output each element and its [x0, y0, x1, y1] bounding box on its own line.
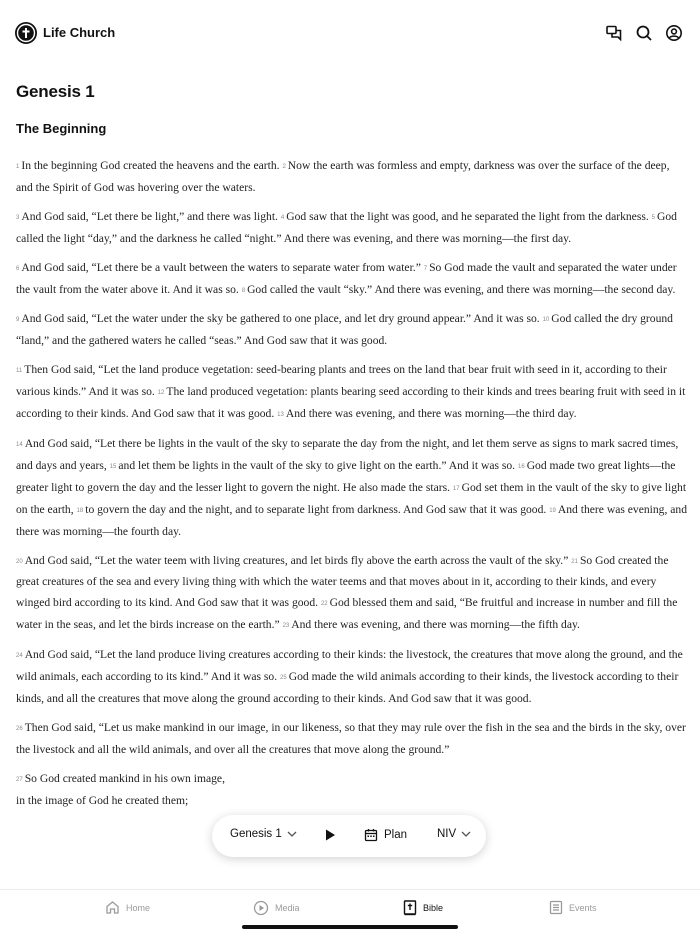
- profile-icon[interactable]: [665, 24, 683, 42]
- verse[interactable]: [77, 503, 547, 516]
- verse-paragraph: [16, 258, 688, 302]
- tab-bible-label: Bible: [423, 903, 444, 913]
- verse-text-content: Now the earth was formless and empty, darkness was over the surface of the deep, and the Spirit of God was hovering over the waters.: [16, 159, 670, 194]
- verse-number: 26: [16, 725, 23, 732]
- verse-text-content: The land produced vegetation: plants bearing seed according to their kinds and trees bearing fruit with seed in it according to their kinds. And God saw that it was good.: [16, 385, 686, 421]
- verse-paragraph: [16, 360, 688, 426]
- verse-text-content: God made two great lights—the greater light to govern the day and the lesser light to govern the night. He also made the stars.: [16, 458, 676, 494]
- verse-number: 2: [282, 164, 286, 170]
- section-heading: The Beginning: [16, 121, 107, 136]
- verse-text-content: So God made the vault and separated the water under the vault from the water above it. And it was so.: [16, 260, 677, 296]
- verse-text-content: In the beginning God created the heavens and the earth.: [21, 159, 280, 172]
- verse-text-content: to govern the day and the night, and to separate light from darkness. And God saw that it was good.: [85, 502, 547, 516]
- verse-text-content: God called the light “day,” and the darkness he called “night.” And there was evening, and there was morning—the first day.: [16, 209, 677, 245]
- verse-text-content: in the image of God he created them;: [16, 793, 189, 807]
- plan-button[interactable]: [364, 828, 407, 842]
- verse-number: 13: [277, 412, 284, 419]
- verse-number: 9: [16, 317, 20, 324]
- verse-number: 14: [16, 441, 23, 448]
- verse[interactable]: [16, 312, 540, 325]
- verse-text-content: And God said, “Let there be lights in the vault of the sky to separate the day from the night, and let them serve as signs to mark sacred times, and days and years,: [16, 436, 679, 472]
- reader-control-bar: [212, 815, 486, 857]
- tab-events[interactable]: [549, 900, 597, 915]
- calendar-list-icon: [549, 900, 563, 915]
- tab-home-label: Home: [126, 902, 151, 913]
- verse-number: 12: [157, 390, 165, 397]
- verse-number: 5: [651, 214, 655, 221]
- verse[interactable]: [16, 261, 421, 274]
- verse-paragraph: [16, 718, 688, 761]
- verse-paragraph: [16, 645, 688, 710]
- verse-number: 11: [16, 368, 23, 375]
- verse-number: 19: [549, 507, 556, 514]
- poetry-line[interactable]: [16, 791, 688, 812]
- verse-text-content: God blessed them and said, “Be fruitful and increase in number and fill the water in the seas, and let the birds increase on the earth.”: [16, 596, 678, 632]
- verse-text-content: And there was evening, and there was morning—the fifth day.: [291, 618, 580, 632]
- chapter-title: Genesis 1: [16, 82, 95, 101]
- chapter-selector-label: Genesis 1: [230, 828, 282, 840]
- verse[interactable]: [16, 554, 568, 567]
- play-icon: [323, 828, 337, 842]
- plan-button-label: Plan: [384, 829, 408, 841]
- verse-text-content: And there was evening, and there was morning—the third day.: [285, 407, 577, 421]
- home-indicator: [242, 925, 458, 929]
- verse-number: 1: [16, 164, 20, 170]
- tab-home[interactable]: [105, 900, 150, 915]
- verse-number: 23: [282, 623, 290, 630]
- chevron-down-icon: [287, 828, 297, 840]
- verse-text-content: And God said, “Let the water under the sky be gathered to one place, and let dry ground appear.” And it was so.: [21, 312, 540, 326]
- top-bar: [0, 0, 700, 66]
- verse[interactable]: [242, 283, 676, 296]
- verse-text-content: God made the wild animals according to their kinds, the livestock according to their kinds, and all the creatures that move along the ground according to their kinds. And God saw that it was good.: [16, 670, 679, 705]
- verse-text-content: God called the dry ground “land,” and the gathered waters he called “seas.” And God saw that it was good.: [16, 312, 673, 348]
- verse-number: 15: [109, 463, 117, 470]
- tab-events-label: Events: [569, 902, 597, 913]
- verse-text-content: God called the vault “sky.” And there was evening, and there was morning—the second day.: [247, 282, 676, 296]
- version-selector[interactable]: [437, 828, 471, 840]
- verse-text-content: And God said, “Let there be a vault between the waters to separate water from water.”: [21, 260, 421, 274]
- verse-paragraph: [16, 309, 688, 352]
- tab-media[interactable]: [253, 900, 300, 916]
- verse-number: 17: [452, 485, 460, 492]
- verse-text-content: So God created the great creatures of the sea and every living thing with which the water teems and that moves about in it, according to their kinds, and every winged bird according to its kind. And God saw that it was good.: [16, 553, 669, 610]
- verse-paragraph: [16, 156, 688, 199]
- verse-number: 20: [16, 558, 23, 565]
- home-icon: [105, 900, 120, 915]
- verse-number: 8: [241, 287, 246, 294]
- verse-text-content: And God said, “Let the land produce living creatures according to their kinds: the livestock, the creatures that move along the ground, and the wild animals, each according to its kind.” And it was so.: [16, 648, 683, 684]
- verse-number: 21: [571, 558, 578, 565]
- verse-text-content: and let them be lights in the vault of the sky to give light on the earth.” And it was so.: [118, 458, 516, 472]
- verse-paragraph: [16, 551, 688, 638]
- verse-number: 18: [76, 507, 84, 514]
- verse-paragraph: [16, 434, 688, 543]
- verse[interactable]: [281, 210, 649, 223]
- verse-text-content: God saw that the light was good, and he separated the light from the darkness.: [286, 209, 649, 223]
- search-icon[interactable]: [635, 24, 653, 42]
- play-circle-icon: [253, 900, 269, 916]
- church-logo-icon[interactable]: [15, 22, 37, 44]
- verse[interactable]: [277, 407, 576, 420]
- verse[interactable]: [16, 159, 280, 172]
- verse-text-content: So God created mankind in his own image,: [24, 771, 225, 785]
- version-selector-label: NIV: [437, 828, 457, 840]
- chapter-selector[interactable]: [230, 828, 297, 840]
- brand-name[interactable]: Life Church: [43, 25, 116, 40]
- verse[interactable]: [16, 210, 278, 223]
- verse-text-content: Then God said, “Let us make mankind in our image, in our likeness, so that they may rule over the fish in the sea and the birds in the sky, over the livestock and all the wild animals, and over all the creatures that move along the ground.”: [16, 720, 686, 756]
- verse-number: 22: [320, 601, 328, 608]
- verse-text-content: And God said, “Let the water teem with living creatures, and let birds fly above the earth across the vault of the sky.”: [24, 553, 569, 567]
- verse-number: 6: [16, 265, 20, 272]
- calendar-icon: [364, 828, 378, 842]
- verse-number: 7: [423, 265, 428, 272]
- verse-text-content: God set them in the vault of the sky to give light on the earth,: [16, 480, 687, 516]
- tab-media-label: Media: [275, 903, 300, 913]
- tab-bible[interactable]: [403, 900, 443, 916]
- verse-number: 27: [16, 776, 23, 783]
- bible-icon: [403, 900, 417, 916]
- verse-number: 25: [280, 675, 287, 682]
- verse-number: 16: [518, 463, 525, 470]
- verse-number: 10: [542, 317, 550, 324]
- verse-number: 4: [280, 214, 285, 221]
- verse[interactable]: [16, 721, 686, 756]
- verse-paragraph: [16, 207, 688, 250]
- chat-icon[interactable]: [605, 24, 623, 42]
- verse-text-content: Then God said, “Let the land produce vegetation: seed-bearing plants and trees on the land that bear fruit with seed in it, according to their various kinds.” And it was so.: [16, 363, 667, 399]
- play-button[interactable]: [323, 828, 337, 842]
- chevron-down-icon: [461, 828, 471, 840]
- verse-number: 24: [16, 653, 23, 660]
- verse-text: [16, 156, 688, 811]
- verse-number: 3: [16, 214, 20, 221]
- verse-text-content: And there was evening, and there was morning—the fourth day.: [16, 502, 687, 538]
- verse[interactable]: [283, 618, 580, 631]
- verse-text-content: And God said, “Let there be light,” and there was light.: [21, 209, 278, 223]
- poetry-line[interactable]: [16, 769, 688, 791]
- verse[interactable]: [110, 459, 515, 472]
